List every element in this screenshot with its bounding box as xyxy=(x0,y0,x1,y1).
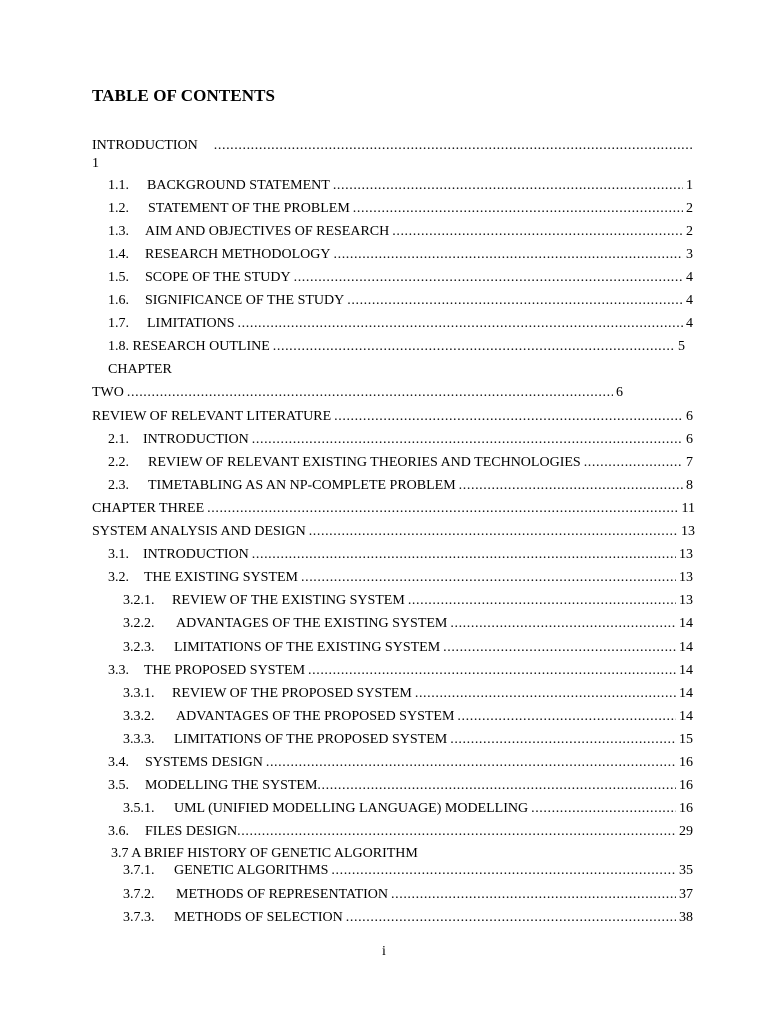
toc-entry-label: LIMITATIONS OF THE EXISTING SYSTEM xyxy=(174,640,441,655)
toc-entry-page: 1 xyxy=(92,156,99,171)
toc-entry-page: 5 xyxy=(678,339,685,354)
toc-entry-3-4[interactable] xyxy=(108,754,693,772)
dot-leader xyxy=(308,662,676,680)
toc-entry-2-3[interactable] xyxy=(108,477,693,495)
toc-entry-2-2[interactable] xyxy=(108,454,693,472)
dot-leader xyxy=(266,754,676,772)
toc-entry-3-3-2[interactable] xyxy=(123,708,693,726)
toc-entry-label: SYSTEMS DESIGN xyxy=(145,755,263,770)
dot-leader xyxy=(450,731,676,749)
toc-entry-number: 3.1. xyxy=(108,547,129,562)
toc-entry-page: 2 xyxy=(686,201,693,216)
dot-leader xyxy=(294,269,683,287)
toc-entry-introduction[interactable] xyxy=(92,137,696,155)
toc-entry-label: REVIEW OF RELEVANT EXISTING THEORIES AND TECHNOLOGIES xyxy=(148,455,581,470)
toc-entry-label: RESEARCH METHODOLOGY xyxy=(145,247,331,262)
toc-entry-label: INTRODUCTION xyxy=(143,547,249,562)
toc-entry-number: 2.3. xyxy=(108,478,129,493)
dot-leader xyxy=(584,454,683,472)
dot-leader xyxy=(317,777,676,795)
toc-entry-number: 3.5.1. xyxy=(123,801,155,816)
dot-leader xyxy=(333,177,683,195)
toc-entry-number: 3.3.1. xyxy=(123,686,155,701)
dot-leader xyxy=(273,338,675,356)
toc-entry-page: 1 xyxy=(686,178,693,193)
toc-entry-label: GENETIC ALGORITHMS xyxy=(174,863,329,878)
toc-entry-1-1[interactable] xyxy=(108,177,693,195)
dot-leader xyxy=(415,685,676,703)
toc-entry-page: 4 xyxy=(686,316,693,331)
toc-entry-3-7-2[interactable] xyxy=(123,886,693,904)
toc-entry-page: 7 xyxy=(686,455,693,470)
toc-entry-number: 1.3. xyxy=(108,224,129,239)
dot-leader xyxy=(443,639,676,657)
toc-entry-page: 6 xyxy=(686,432,693,447)
toc-entry-number: 2.1. xyxy=(108,432,129,447)
toc-entry-number: 3.4. xyxy=(108,755,129,770)
toc-entry-label: REVIEW OF RELEVANT LITERATURE xyxy=(92,409,332,424)
toc-entry-review-literature[interactable] xyxy=(92,408,693,426)
toc-entry-number: 1.5. xyxy=(108,270,129,285)
toc-entry-page: 11 xyxy=(681,501,695,516)
toc-entry-label: STATEMENT OF THE PROBLEM xyxy=(148,201,350,216)
toc-entry-page: 13 xyxy=(679,593,693,608)
toc-entry-label: REVIEW OF THE PROPOSED SYSTEM xyxy=(172,686,412,701)
dot-leader xyxy=(238,315,683,333)
toc-entry-page: 35 xyxy=(679,863,693,878)
toc-entry-number: 1.7. xyxy=(108,316,129,331)
toc-entry-label: MODELLING THE SYSTEM xyxy=(145,778,318,793)
page-number: i xyxy=(382,944,386,959)
toc-entry-number: 1.1. xyxy=(108,178,129,193)
toc-entry-3-2-3[interactable] xyxy=(123,639,693,657)
toc-entry-label: INTRODUCTION xyxy=(92,138,198,153)
toc-entry-label: 1.8. RESEARCH OUTLINE xyxy=(108,339,270,354)
toc-entry-3-2-1[interactable] xyxy=(123,592,693,610)
toc-entry-page: 6 xyxy=(686,409,693,424)
toc-title: TABLE OF CONTENTS xyxy=(92,86,276,105)
dot-leader xyxy=(252,431,683,449)
section-3-7-heading: 3.7 A BRIEF HISTORY OF GENETIC ALGORITHM xyxy=(111,846,418,861)
toc-entry-label: TWO xyxy=(92,385,124,400)
toc-entry-number: 1.6. xyxy=(108,293,129,308)
toc-entry-number: 3.2.3. xyxy=(123,640,155,655)
chapter-two-heading: CHAPTER xyxy=(108,362,172,377)
toc-entry-page: 14 xyxy=(679,709,693,724)
toc-entry-1-7[interactable] xyxy=(108,315,693,333)
toc-entry-1-4[interactable] xyxy=(108,246,693,264)
toc-entry-label: INTRODUCTION xyxy=(143,432,249,447)
dot-leader xyxy=(207,500,678,518)
toc-entry-3-2-2[interactable] xyxy=(123,615,693,633)
toc-entry-page: 14 xyxy=(679,686,693,701)
dot-leader xyxy=(459,477,683,495)
toc-entry-number: 1.4. xyxy=(108,247,129,262)
toc-entry-label: METHODS OF REPRESENTATION xyxy=(176,887,389,902)
toc-entry-chapter-two[interactable] xyxy=(92,384,623,402)
toc-entry-3-6[interactable] xyxy=(108,823,693,841)
toc-entry-number: 1.2. xyxy=(108,201,129,216)
toc-entry-label: THE PROPOSED SYSTEM xyxy=(144,663,306,678)
toc-entry-3-5[interactable] xyxy=(108,777,693,795)
dot-leader xyxy=(301,569,676,587)
dot-leader xyxy=(252,546,676,564)
toc-entry-page: 15 xyxy=(679,732,693,747)
toc-entry-page: 14 xyxy=(679,663,693,678)
dot-leader xyxy=(408,592,676,610)
dot-leader xyxy=(347,292,683,310)
dot-leader xyxy=(309,523,678,541)
toc-entry-label: SYSTEM ANALYSIS AND DESIGN xyxy=(92,524,306,539)
toc-entry-page: 38 xyxy=(679,910,693,925)
toc-entry-page: 14 xyxy=(679,616,693,631)
dot-leader xyxy=(331,862,676,880)
toc-entry-page: 4 xyxy=(686,293,693,308)
toc-entry-label: TIMETABLING AS AN NP-COMPLETE PROBLEM xyxy=(148,478,456,493)
toc-entry-number: 3.6. xyxy=(108,824,129,839)
dot-leader xyxy=(391,886,676,904)
toc-entry-label: REVIEW OF THE EXISTING SYSTEM xyxy=(172,593,405,608)
toc-entry-page: 13 xyxy=(679,570,693,585)
toc-entry-page: 3 xyxy=(686,247,693,262)
dot-leader xyxy=(346,909,676,927)
toc-entry-page: 29 xyxy=(679,824,693,839)
toc-entry-number: 3.5. xyxy=(108,778,129,793)
dot-leader xyxy=(531,800,676,818)
toc-entry-3-2[interactable] xyxy=(108,569,693,587)
toc-entry-page: 37 xyxy=(679,887,693,902)
toc-entry-label: METHODS OF SELECTION xyxy=(174,910,343,925)
toc-entry-label: THE EXISTING SYSTEM xyxy=(144,570,298,585)
toc-entry-number: 3.7.1. xyxy=(123,863,155,878)
dot-leader xyxy=(237,823,676,841)
dot-leader xyxy=(353,200,683,218)
toc-entry-3-1[interactable] xyxy=(108,546,693,564)
toc-entry-label: UML (UNIFIED MODELLING LANGUAGE) MODELLING xyxy=(174,801,529,816)
toc-entry-page: 14 xyxy=(679,640,693,655)
toc-entry-number: 3.2.2. xyxy=(123,616,155,631)
toc-entry-2-1[interactable] xyxy=(108,431,693,449)
toc-entry-number: 3.3.3. xyxy=(123,732,155,747)
toc-entry-number: 3.3.2. xyxy=(123,709,155,724)
dot-leader xyxy=(457,708,676,726)
toc-entry-1-8[interactable] xyxy=(108,338,685,356)
toc-entry-label: BACKGROUND STATEMENT xyxy=(147,178,330,193)
toc-entry-page: 16 xyxy=(679,755,693,770)
toc-entry-chapter-three[interactable] xyxy=(92,500,695,518)
toc-entry-number: 3.7.3. xyxy=(123,910,155,925)
toc-entry-number: 3.7.2. xyxy=(123,887,155,902)
dot-leader xyxy=(450,615,676,633)
toc-entry-page: 6 xyxy=(616,385,623,400)
toc-entry-3-5-1[interactable] xyxy=(123,800,693,818)
toc-entry-page: 16 xyxy=(679,801,693,816)
toc-entry-page: 2 xyxy=(686,224,693,239)
toc-entry-3-7-3[interactable] xyxy=(123,909,693,927)
toc-entry-label: SCOPE OF THE STUDY xyxy=(145,270,291,285)
toc-entry-number: 2.2. xyxy=(108,455,129,470)
toc-entry-page: 13 xyxy=(681,524,695,539)
dot-leader xyxy=(127,384,613,402)
toc-entry-page: 13 xyxy=(679,547,693,562)
toc-entry-1-6[interactable] xyxy=(108,292,693,310)
toc-entry-3-3-3[interactable] xyxy=(123,731,693,749)
toc-entry-system-analysis[interactable] xyxy=(92,523,695,541)
toc-entry-3-3[interactable] xyxy=(108,662,693,680)
toc-entry-1-5[interactable] xyxy=(108,269,693,287)
dot-leader xyxy=(392,223,683,241)
toc-entry-label: FILES DESIGN xyxy=(145,824,238,839)
dot-leader xyxy=(334,408,683,426)
toc-entry-page: 4 xyxy=(686,270,693,285)
toc-entry-number: 3.2.1. xyxy=(123,593,155,608)
toc-entry-label: CHAPTER THREE xyxy=(92,501,205,516)
toc-entry-label: LIMITATIONS xyxy=(147,316,235,331)
toc-entry-label: ADVANTAGES OF THE EXISTING SYSTEM xyxy=(176,616,448,631)
toc-entry-label: LIMITATIONS OF THE PROPOSED SYSTEM xyxy=(174,732,448,747)
toc-entry-3-3-1[interactable] xyxy=(123,685,693,703)
dot-leader xyxy=(214,137,693,155)
toc-entry-1-2[interactable] xyxy=(108,200,693,218)
toc-entry-page: 8 xyxy=(686,478,693,493)
toc-entry-1-3[interactable] xyxy=(108,223,693,241)
toc-entry-3-7-1[interactable] xyxy=(123,862,693,880)
dot-leader xyxy=(334,246,684,264)
toc-entry-label: SIGNIFICANCE OF THE STUDY xyxy=(145,293,345,308)
toc-entry-number: 3.2. xyxy=(108,570,129,585)
toc-entry-label: AIM AND OBJECTIVES OF RESEARCH xyxy=(145,224,390,239)
toc-entry-page: 16 xyxy=(679,778,693,793)
toc-entry-number: 3.3. xyxy=(108,663,129,678)
toc-entry-label: ADVANTAGES OF THE PROPOSED SYSTEM xyxy=(176,709,455,724)
